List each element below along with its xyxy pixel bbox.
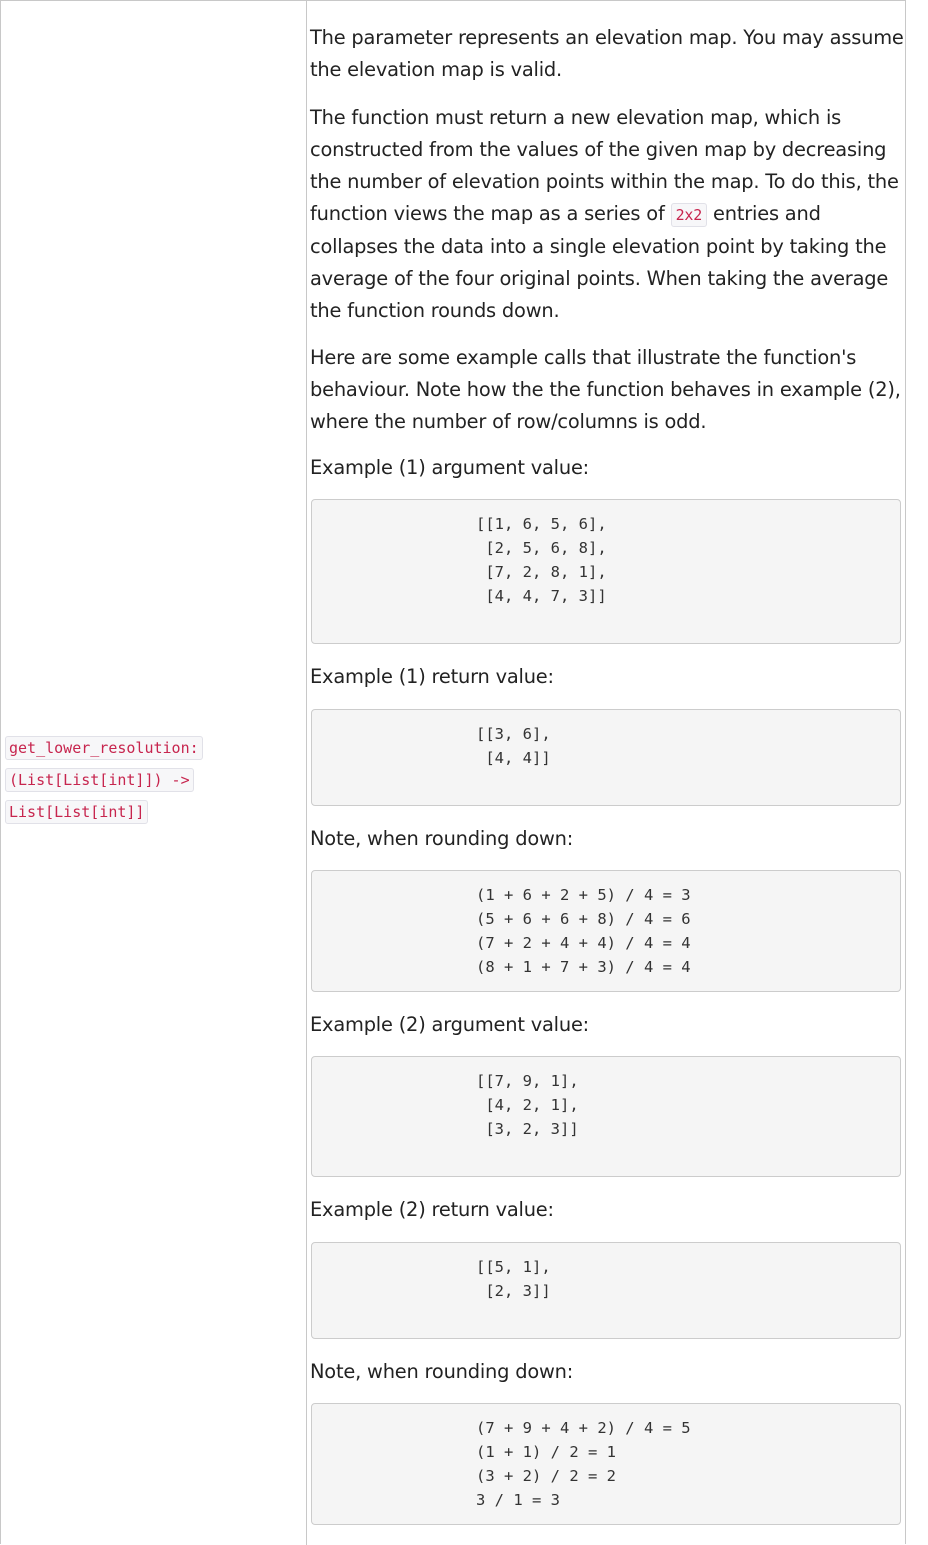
description-paragraph-1: The parameter represents an elevation map. You may assume the elevation map is valid.: [310, 26, 904, 81]
description-cell: [310, 22, 904, 438]
description-paragraph-3: Here are some example calls that illustrate the function's behaviour. Note how the the function behaves in example (2), where the number of row/columns is odd.: [310, 346, 901, 433]
example2-arg-code: [[7, 9, 1], [4, 2, 1], [3, 2, 3]]: [311, 1056, 901, 1177]
para2-text-before: The function must return a new elevation map, which is constructed from the values of the given map by decreasing the number of elevation points within the map. To do this, the function views the map as a series of: [310, 106, 899, 225]
example1-arg-code: [[1, 6, 5, 6], [2, 5, 6, 8], [7, 2, 8, 1], [4, 4, 7, 3]]: [311, 499, 901, 644]
function-signature: [5, 732, 235, 828]
example2-note-label: Note, when rounding down:: [310, 1360, 574, 1383]
example2-note-code: (7 + 9 + 4 + 2) / 4 = 5 (1 + 1) / 2 = 1 (3 + 2) / 2 = 2 3 / 1 = 3: [311, 1403, 901, 1525]
signature-line-3: List[List[int]]: [5, 800, 148, 824]
example1-return-code: [[3, 6], [4, 4]]: [311, 709, 901, 806]
example1-arg-label: Example (1) argument value:: [310, 456, 590, 479]
example1-return-label: Example (1) return value:: [310, 665, 554, 688]
signature-line-1: get_lower_resolution:: [5, 736, 203, 760]
example2-arg-label: Example (2) argument value:: [310, 1013, 590, 1036]
inline-code-2x2: 2x2: [671, 203, 708, 227]
para2-text-after: entries and collapses the data into a single elevation point by taking the average of the four original points. When taking the average the function rounds down.: [310, 202, 889, 322]
example1-note-code: (1 + 6 + 2 + 5) / 4 = 3 (5 + 6 + 6 + 8) / 4 = 6 (7 + 2 + 4 + 4) / 4 = 4 (8 + 1 + 7 + 3) / 4 = 4: [311, 870, 901, 992]
example2-return-label: Example (2) return value:: [310, 1198, 554, 1221]
signature-line-2: (List[List[int]]) ->: [5, 768, 194, 792]
example2-return-code: [[5, 1], [2, 3]]: [311, 1242, 901, 1339]
description-paragraph-2: [310, 102, 904, 327]
signature-cell: [1, 1, 307, 1545]
example1-note-label: Note, when rounding down:: [310, 827, 574, 850]
